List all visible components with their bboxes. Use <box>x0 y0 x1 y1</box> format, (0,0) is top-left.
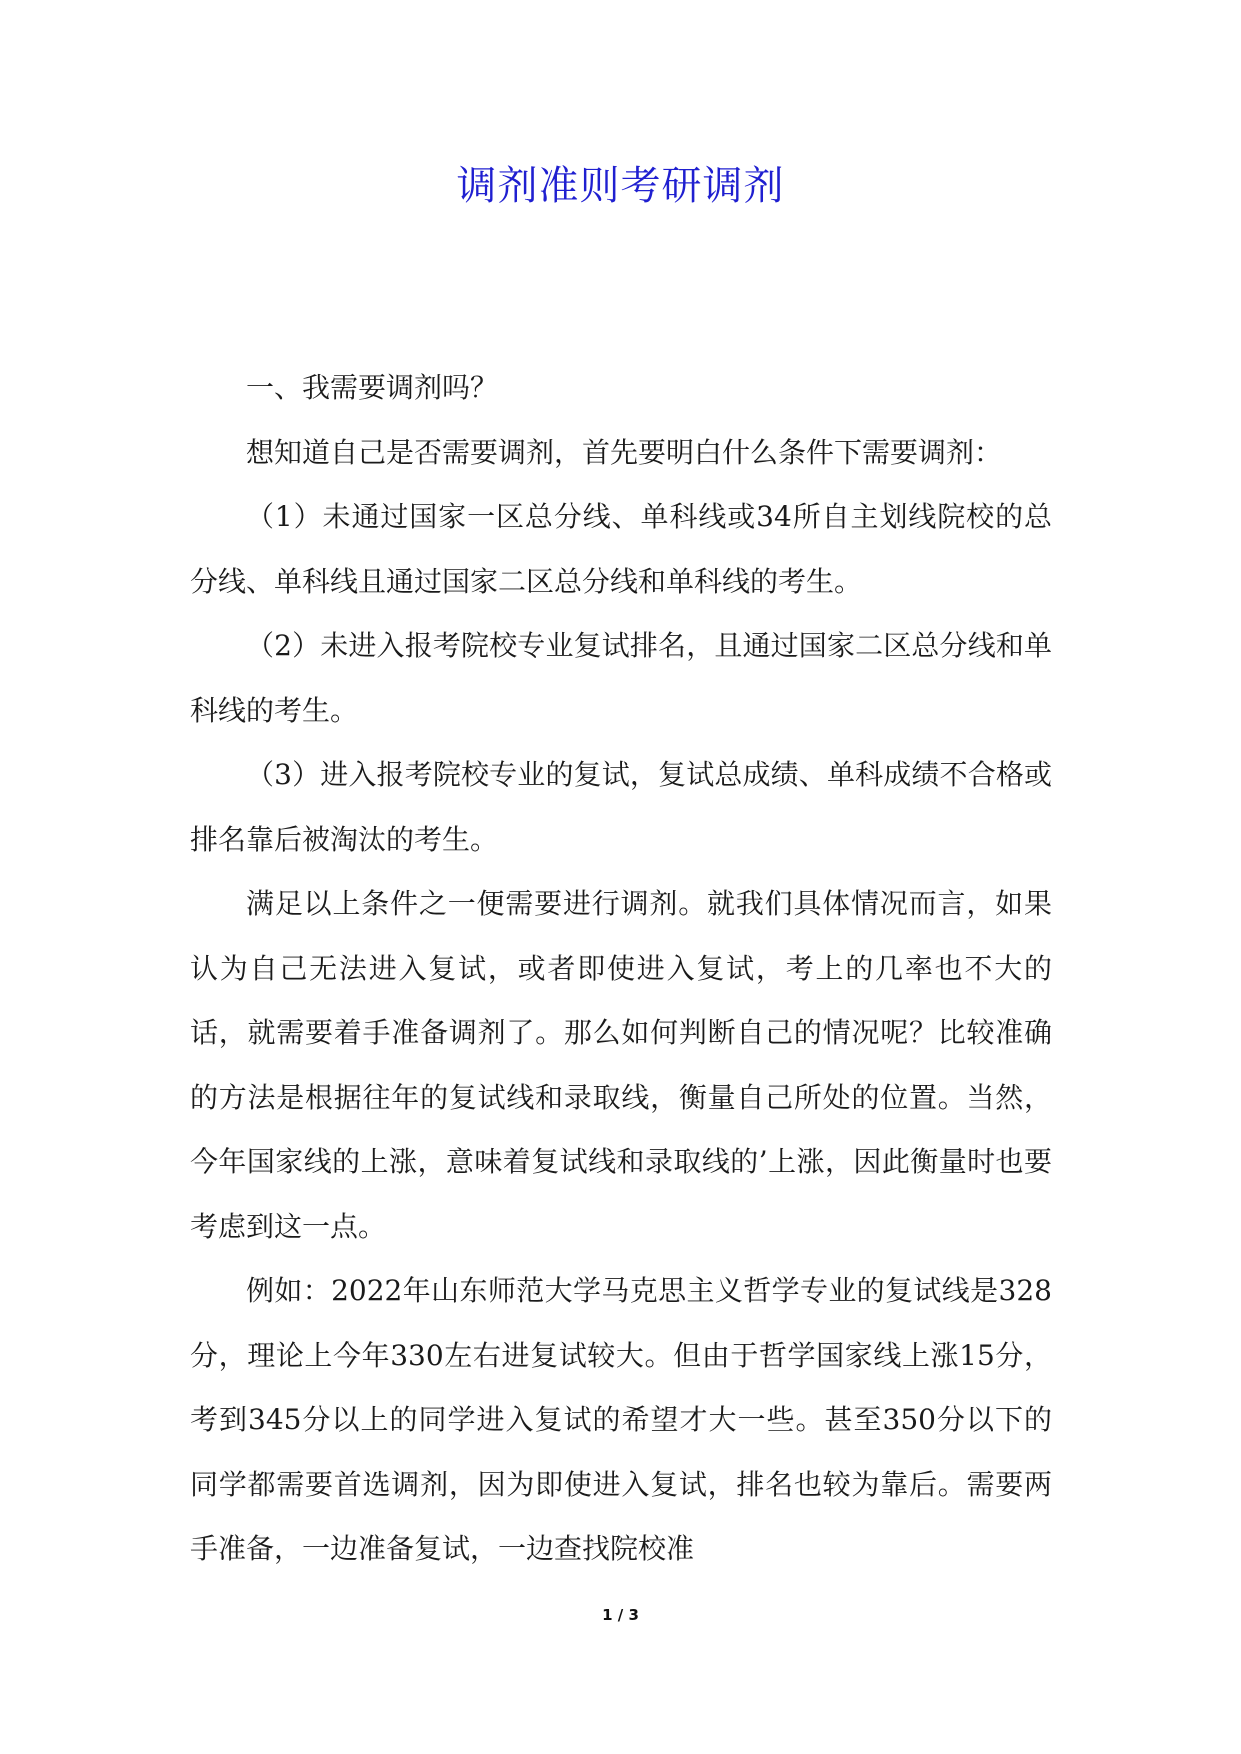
paragraph-condition-1: （1）未通过国家一区总分线、单科线或34所自主划线院校的总分线、单科线且通过国家二区总分线和单科线的考生。 <box>190 500 1052 598</box>
section-heading: 一、我需要调剂吗？ <box>246 371 499 404</box>
paragraph-analysis: 满足以上条件之一便需要进行调剂。就我们具体情况而言，如果认为自己无法进入复试，或者即使进入复试，考上的几率也不大的话，就需要着手准备调剂了。那么如何判断自己的情况呢？比较准确的方法是根据往年的复试线和录取线，衡量自己所处的位置。当然，今年国家线的上涨，意味着复试线和录取线的’上涨，因此衡量时也要考虑到这一点。 <box>190 887 1052 1243</box>
paragraph-condition-3: （3）进入报考院校专业的复试，复试总成绩、单科成绩不合格或排名靠后被淘汰的考生。 <box>190 758 1052 856</box>
paragraph-condition-2: （2）未进入报考院校专业复试排名，且通过国家二区总分线和单科线的考生。 <box>190 629 1052 727</box>
document-body <box>190 356 1052 1582</box>
page-number: 1 / 3 <box>602 1606 639 1624</box>
paragraph-example: 例如：2022年山东师范大学马克思主义哲学专业的复试线是328分，理论上今年330左右进复试较大。但由于哲学国家线上涨15分，考到345分以上的同学进入复试的希望才大一些。甚至350分以下的同学都需要首选调剂，因为即使进入复试，排名也较为靠后。需要两手准备，一边准备复试，一边查找院校准 <box>190 1274 1052 1565</box>
paragraph-intro: 想知道自己是否需要调剂，首先要明白什么条件下需要调剂： <box>246 435 1003 469</box>
document-title: 调剂准则考研调剂 <box>456 163 785 209</box>
